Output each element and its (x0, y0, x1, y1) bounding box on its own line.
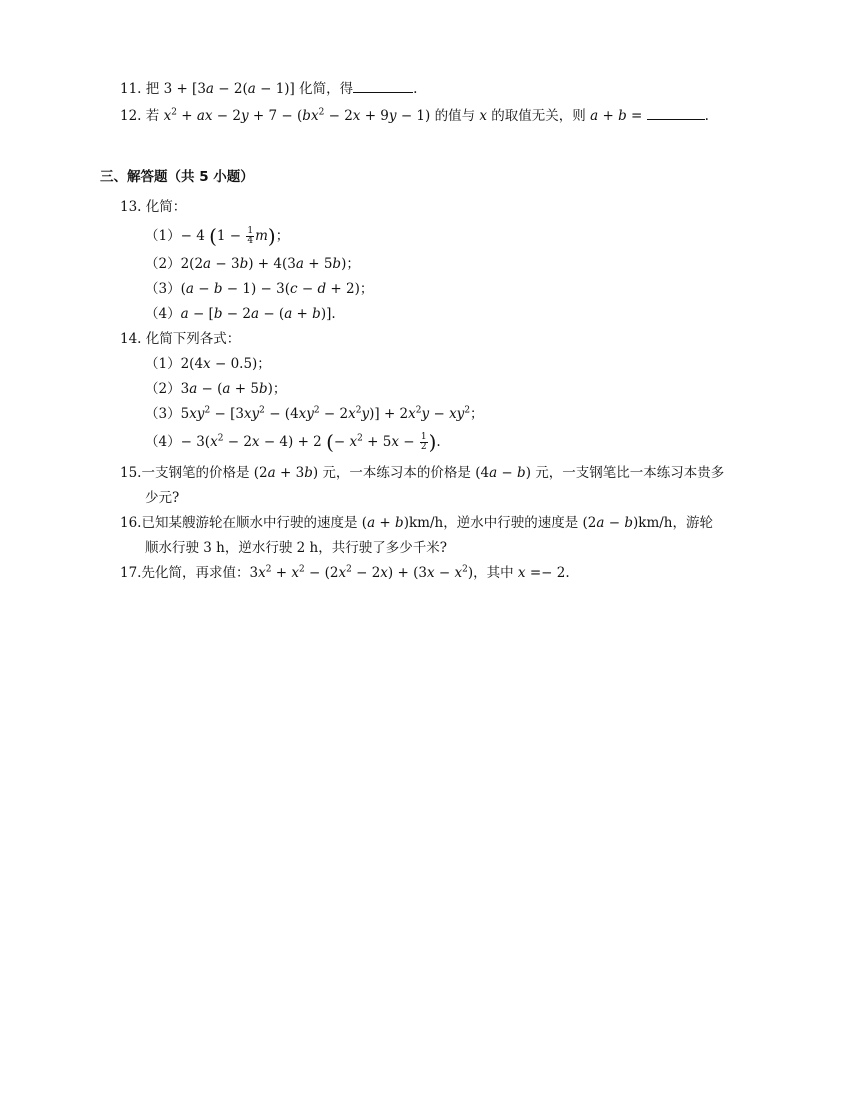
question-number: 17. (120, 565, 142, 581)
math-expression: (a + b) (361, 515, 409, 531)
subquestion-label: （2） (145, 256, 181, 272)
question-16-cont (145, 538, 447, 558)
question-15-cont (145, 488, 179, 508)
question-text: . (704, 108, 709, 124)
math-expression: 3 + [3a − 2(a − 1)] (163, 81, 295, 97)
question-text: . (565, 565, 570, 581)
math-expression: $x^2$ + ax − $2y + 7 - (bx^2 - 2x + 9y - 1)$ (163, 107, 431, 124)
subquestion-label: （1） (145, 356, 181, 372)
question-text: 化简下列各式： (145, 331, 241, 347)
math-expression: (2a − b) (582, 515, 639, 531)
question-number: 13. (120, 199, 142, 215)
math-expression: 2(4x − 0.5)； (180, 356, 271, 372)
question-text: 的取值无关，则 (491, 108, 586, 124)
question-15 (120, 463, 724, 483)
question-number: 11. (120, 81, 142, 97)
subquestion-14-3 (145, 404, 484, 424)
question-text: 把 (145, 81, 160, 97)
subquestion-label: （4） (145, 306, 181, 322)
question-text: 化简： (145, 199, 187, 215)
question-number: 12. (120, 108, 142, 124)
question-number: 16. (120, 515, 142, 531)
math-expression: $5xy^2 - [3xy^2 - (4xy^2 - 2x^2y)] + 2x^2y - xy^2$； (180, 405, 484, 422)
subquestion-14-4 (145, 432, 441, 452)
math-expression: (2a + 3b) (253, 465, 319, 481)
math-expression: x (479, 108, 487, 124)
subquestion-label: （3） (145, 281, 181, 297)
math-expression: x =− 2 (517, 565, 566, 581)
question-text: km/h，游轮 (638, 515, 713, 531)
question-text: 化简，得 (299, 81, 354, 97)
question-14 (120, 329, 240, 349)
question-text: 元，一支钢笔比一本练习本贵多 (535, 465, 725, 481)
subquestion-13-3 (145, 279, 373, 299)
answer-blank[interactable] (647, 105, 705, 120)
question-11 (120, 78, 417, 99)
subquestion-14-2 (145, 379, 286, 399)
question-text: km/h，逆水中行驶的速度是 (408, 515, 579, 531)
question-text: 顺水行驶 3 h，逆水行驶 2 h，共行驶了多少千米? (145, 540, 447, 556)
subquestion-label: （3） (145, 406, 181, 422)
question-text: 元，一本练习本的价格是 (322, 465, 471, 481)
math-expression: $3x^2 + x^2 - (2x^2 - 2x) + (3x - x^2)$ (249, 564, 474, 581)
answer-blank[interactable] (353, 78, 413, 93)
question-17 (120, 563, 570, 583)
subquestion-13-4 (145, 304, 336, 324)
math-expression: a + b = (590, 108, 643, 124)
subquestion-label: （2） (145, 381, 181, 397)
question-13 (120, 197, 186, 217)
question-text: 已知某艘游轮在顺水中行驶的速度是 (141, 515, 358, 531)
question-text: . (413, 81, 418, 97)
question-text: 若 (145, 108, 160, 124)
subquestion-13-1 (145, 226, 289, 246)
math-expression: (a − b − 1) − 3(c − d + 2)； (180, 281, 374, 297)
question-12 (120, 105, 709, 126)
question-number: 15. (120, 465, 142, 481)
question-text: 先化简，再求值： (141, 565, 250, 581)
question-text: 一支钢笔的价格是 (141, 465, 250, 481)
math-expression: (4a − b) (475, 465, 531, 481)
subquestion-label: （1） (145, 228, 181, 244)
question-text: 少元? (145, 490, 180, 506)
question-text: ，其中 (473, 565, 514, 581)
math-expression: 2(2a − 3b) + 4(3a + 5b)； (180, 256, 360, 272)
question-number: 14. (120, 331, 142, 347)
subquestion-label: （4） (145, 434, 181, 450)
math-expression: a − [b − 2a − (a + b)]. (180, 306, 336, 322)
subquestion-14-1 (145, 354, 271, 374)
math-expression: 3a − (a + 5b)； (180, 381, 287, 397)
section-heading: 三、解答题（共 5 小题） (100, 169, 254, 185)
math-expression: − 4 (1 − $\frac{1}{4}$ m)； (180, 224, 290, 248)
question-text: 的值与 (434, 108, 476, 124)
question-16 (120, 513, 713, 533)
subquestion-13-2 (145, 254, 360, 274)
math-expression: − $3(x^2 - 2x - 4) + 2$ (− $x^2 + 5x$ − $\frac{1}{2}$ ). (180, 430, 441, 454)
